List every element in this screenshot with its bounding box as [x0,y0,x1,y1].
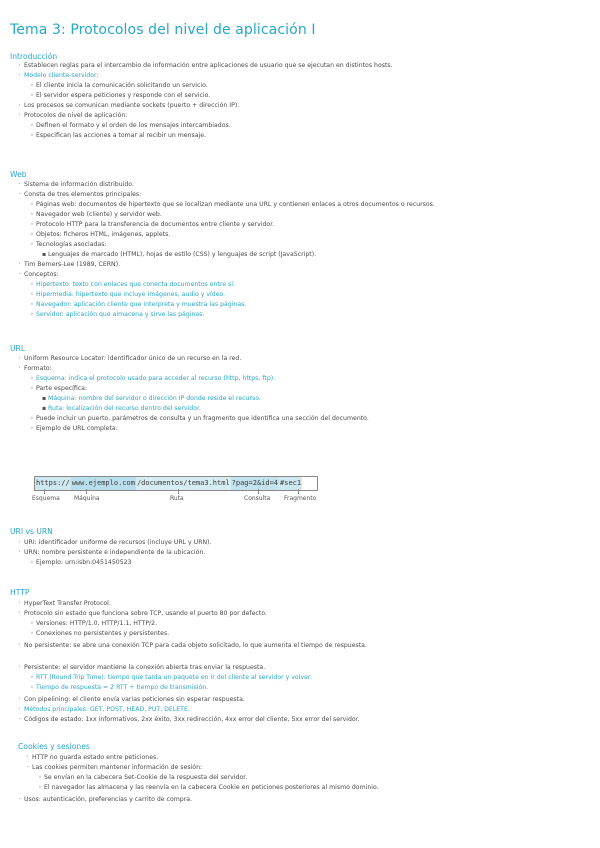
text-line: · Métodos principales: GET, POST, HEAD, PUT, DELETE. [18,706,190,713]
url-label-host: Máquina [74,495,100,502]
text-line: · Sistema de información distribuido. [18,181,134,188]
text-line: · Protocolos de nivel de aplicación: [18,112,128,119]
url-fragment: #sec1 [279,477,302,490]
url-tick [178,489,179,494]
text-line: ◦ Hipertexto: texto con enlaces que conecta documentos entre sí. [30,281,235,288]
text-line: ◦ Protocolo HTTP para la transferencia de documentos entre cliente y servidor. [30,221,275,228]
text-line: ▪ Ruta: localización del recurso dentro del servidor. [42,405,201,412]
text-line: · Protocolo sin estado que funciona sobre TCP, usando el puerto 80 por defecto. [18,610,267,617]
url-tick [298,489,299,494]
url-label-scheme: Esquema [32,495,60,502]
text-line: ◦ Navegador: aplicación cliente que interpreta y muestra las páginas. [30,301,247,308]
url-query: ?pag=2&id=4 [231,477,279,490]
text-line: ◦ Versiones: HTTP/1.0, HTTP/1.1, HTTP/2. [30,620,158,627]
text-line: · Formato: [18,365,52,372]
section-heading-cookies: Cookies y sesiones [18,742,90,751]
text-line: · Las cookies permiten mantener información de sesión: [26,764,203,771]
text-line: · Consta de tres elementos principales: [18,191,142,198]
text-line: ◦ Puede incluir un puerto, parámetros de consulta y un fragmento que identifica una sección del documento. [30,415,369,422]
text-line: ◦ Páginas web: documentos de hipertexto que se localizan mediante una URL y contienen enlaces a otros documentos o recursos. [30,201,435,208]
text-line: ◦ Parte específica: [30,385,88,392]
text-line: · Tim Berners-Lee (1989, CERN). [18,261,121,268]
text-line: · Con pipelining: el cliente envía varias peticiones sin esperar respuesta. [18,696,245,703]
text-line: · HyperText Transfer Protocol. [18,600,111,607]
text-line: ◦ RTT (Round Trip Time): tiempo que tarda un paquete en ir del cliente al servidor y volver. [30,674,312,681]
text-line: · Usos: autenticación, preferencias y carrito de compra. [18,796,192,803]
text-line: ◦ Conexiones no persistentes y persistentes. [30,630,170,637]
url-label-fragment: Fragmento [284,495,317,502]
text-line: · URN: nombre persistente e independiente de la ubicación. [18,549,206,556]
text-line: ◦ Ejemplo de URL completa: [30,425,118,432]
text-line: · Conceptos: [18,271,59,278]
text-line: ▪ Máquina: nombre del servidor o dirección IP donde reside el recurso. [42,395,261,402]
text-line: ◦ Definen el formato y el orden de los mensajes intercambiados. [30,122,231,129]
text-line: ◦ Ejemplo: urn:isbn:0451450523 [30,559,132,566]
url-host: www.ejemplo.com [71,477,136,490]
url-tick [44,489,45,494]
text-line: ◦ El navegador las almacena y las reenvía en la cabecera Cookie en peticiones posteriores al mismo dominio. [38,784,379,791]
text-line: ◦ Objetos: ficheros HTML, imágenes, applets. [30,231,171,238]
url-tick [86,489,87,494]
text-line: · Códigos de estado: 1xx informativos, 2xx éxito, 3xx redirección, 4xx error del cliente, 5xx error del servidor. [18,716,360,723]
url-tick [258,489,259,494]
page-title: Tema 3: Protocolos del nivel de aplicación I [10,22,316,38]
text-line: · Modelo cliente-servidor: [18,72,99,79]
text-line: · Persistente: el servidor mantiene la conexión abierta tras enviar la respuesta. [18,664,266,671]
text-line: ◦ Especifican las acciones a tomar al recibir un mensaje. [30,132,207,139]
section-heading-introduccion: Introducción [10,52,58,61]
text-line: ◦ Navegador web (cliente) y servidor web. [30,211,162,218]
url-label-path: Ruta [170,495,184,502]
text-line: · Los procesos se comunican mediante sockets (puerto + dirección IP). [18,102,240,109]
url-label-query: Consulta [244,495,271,502]
url-example [34,476,318,491]
section-heading-urn: URI vs URN [10,527,53,536]
text-line: ◦ Hipermedia: hipertexto que incluye imágenes, audio y vídeo. [30,291,226,298]
section-heading-http: HTTP [10,588,30,597]
section-heading-web: Web [10,170,27,179]
text-line: · Establecen reglas para el intercambio de información entre aplicaciones de usuario que se ejecutan en distintos hosts. [18,62,393,69]
text-line: · No persistente: se abre una conexión TCP para cada objeto solicitado, lo que aumenta el tiempo de respuesta. [18,642,367,649]
text-line: ◦ Servidor: aplicación que almacena y sirve las páginas. [30,311,205,318]
text-line: ◦ El servidor espera peticiones y responde con el servicio. [30,92,211,99]
text-line: ◦ Tecnologías asociadas: [30,241,107,248]
text-line: ◦ Se envían en la cabecera Set-Cookie de la respuesta del servidor. [38,774,248,781]
text-line: · Uniform Resource Locator: identificador único de un recurso en la red. [18,355,242,362]
url-scheme: https:// [35,477,71,490]
text-line: · HTTP no guarda estado entre peticiones. [26,754,159,761]
text-line: ◦ Tiempo de respuesta = 2 RTT + tiempo de transmisión. [30,684,209,691]
section-heading-url: URL [10,344,26,353]
text-line: ▪ Lenguajes de marcado (HTML), hojas de estilo (CSS) y lenguajes de script (JavaScript). [42,251,317,258]
text-line: · URI: identificador uniforme de recursos (incluye URL y URN). [18,539,212,546]
text-line: ◦ El cliente inicia la comunicación solicitando un servicio. [30,82,208,89]
url-path: /documentos/tema3.html [136,477,231,490]
text-line: ◦ Esquema: indica el protocolo usado para acceder al recurso (http, https, ftp). [30,375,276,382]
